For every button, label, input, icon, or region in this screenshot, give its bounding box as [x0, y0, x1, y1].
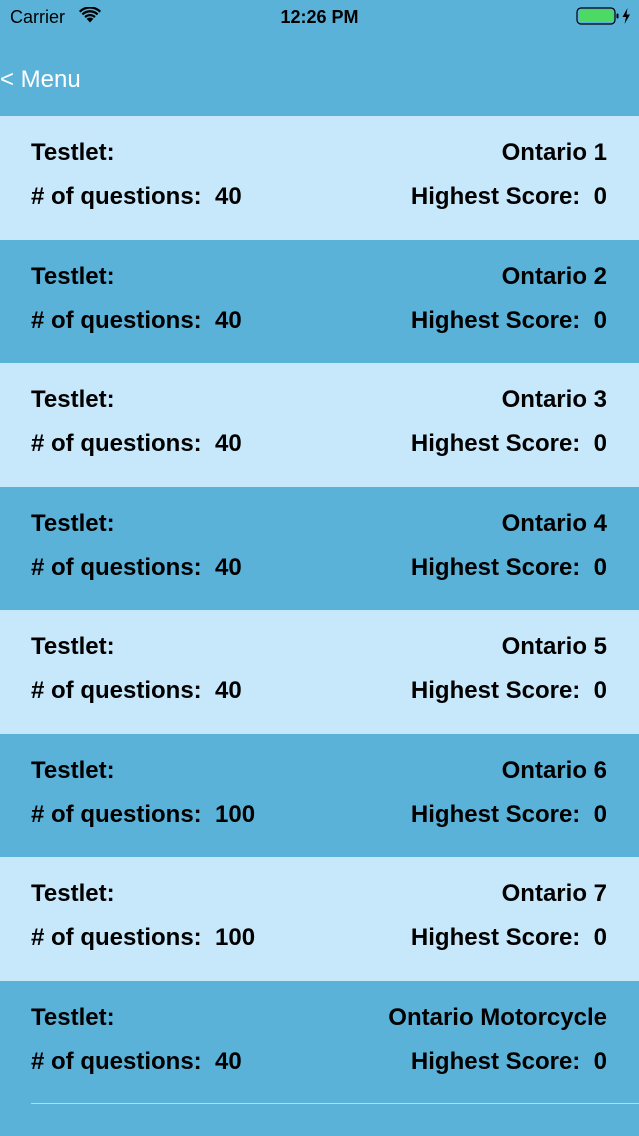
- question-count: [31, 183, 242, 211]
- testlet-name: Ontario 6: [501, 756, 607, 784]
- testlet-label: Testlet:: [31, 262, 115, 290]
- testlet-row[interactable]: [0, 363, 639, 487]
- question-count-value: 100: [215, 924, 256, 951]
- testlet-label: Testlet:: [31, 509, 115, 537]
- question-count-value: 40: [215, 430, 242, 457]
- highest-score: [411, 1048, 607, 1076]
- testlet-row[interactable]: [0, 240, 639, 364]
- highest-score: [411, 307, 607, 335]
- question-count-value: 40: [215, 553, 242, 581]
- question-count-value: 40: [215, 677, 242, 704]
- highest-score: [411, 430, 607, 458]
- question-count: [31, 677, 242, 705]
- highest-score: [411, 183, 607, 211]
- navigation-bar: [0, 36, 639, 116]
- question-count: [31, 307, 242, 335]
- question-count-label: # of questions:: [31, 430, 202, 457]
- highest-score-value: 0: [593, 183, 607, 210]
- highest-score-label: Highest Score:: [410, 430, 581, 457]
- question-count-label: # of questions:: [31, 183, 202, 210]
- testlet-row[interactable]: [0, 487, 639, 611]
- testlet-row[interactable]: [0, 116, 639, 240]
- testlet-name: Ontario 7: [501, 880, 607, 907]
- highest-score-label: Highest Score:: [410, 924, 581, 951]
- question-count-value: 100: [215, 800, 256, 828]
- testlet-name: Ontario 4: [501, 509, 607, 537]
- highest-score-label: Highest Score:: [410, 800, 581, 828]
- question-count-value: 40: [215, 1047, 242, 1075]
- highest-score: [411, 801, 607, 829]
- testlet-row[interactable]: [0, 734, 639, 858]
- question-count-label: # of questions:: [31, 924, 202, 951]
- highest-score-value: 0: [593, 430, 607, 457]
- highest-score: [411, 554, 607, 582]
- testlet-name: Ontario 5: [501, 633, 607, 660]
- highest-score-value: 0: [593, 1047, 607, 1075]
- question-count: [31, 430, 242, 458]
- battery-charging-icon: [576, 6, 634, 26]
- highest-score-value: 0: [593, 677, 607, 704]
- testlet-row[interactable]: [0, 981, 639, 1105]
- highest-score-label: Highest Score:: [410, 677, 581, 704]
- question-count-label: # of questions:: [31, 677, 202, 704]
- highest-score-value: 0: [593, 924, 607, 951]
- testlet-name: Ontario 2: [501, 262, 607, 290]
- testlet-label: Testlet:: [31, 386, 115, 413]
- testlet-name: Ontario 1: [501, 139, 607, 166]
- question-count-value: 40: [215, 306, 242, 334]
- back-to-menu-button[interactable]: < Menu: [0, 66, 81, 93]
- testlet-label: Testlet:: [31, 1003, 115, 1031]
- status-time: 12:26 PM: [280, 7, 359, 27]
- highest-score-label: Highest Score:: [410, 553, 581, 581]
- carrier-label: Carrier: [10, 7, 66, 27]
- testlet-row[interactable]: [0, 857, 639, 981]
- highest-score: [411, 677, 607, 705]
- highest-score-label: Highest Score:: [410, 183, 581, 210]
- highest-score-value: 0: [593, 800, 607, 828]
- question-count: [31, 924, 255, 952]
- list-separator: [31, 1103, 639, 1104]
- highest-score: [411, 924, 607, 952]
- testlet-label: Testlet:: [31, 139, 115, 166]
- question-count: [31, 554, 242, 582]
- question-count-label: # of questions:: [31, 800, 202, 828]
- testlet-list: [0, 116, 639, 1104]
- status-bar: [0, 0, 639, 36]
- testlet-label: Testlet:: [31, 880, 115, 907]
- testlet-name: Ontario 3: [501, 386, 607, 413]
- question-count-label: # of questions:: [31, 553, 202, 581]
- question-count: [31, 1048, 242, 1076]
- highest-score-value: 0: [593, 306, 607, 334]
- question-count-value: 40: [215, 183, 242, 210]
- highest-score-value: 0: [593, 553, 607, 581]
- question-count-label: # of questions:: [31, 1047, 202, 1075]
- testlet-label: Testlet:: [31, 756, 115, 784]
- highest-score-label: Highest Score:: [410, 1047, 581, 1075]
- question-count-label: # of questions:: [31, 306, 202, 334]
- testlet-name: Ontario Motorcycle: [388, 1003, 607, 1031]
- highest-score-label: Highest Score:: [410, 306, 581, 334]
- testlet-row[interactable]: [0, 610, 639, 734]
- testlet-label: Testlet:: [31, 633, 115, 660]
- question-count: [31, 801, 255, 829]
